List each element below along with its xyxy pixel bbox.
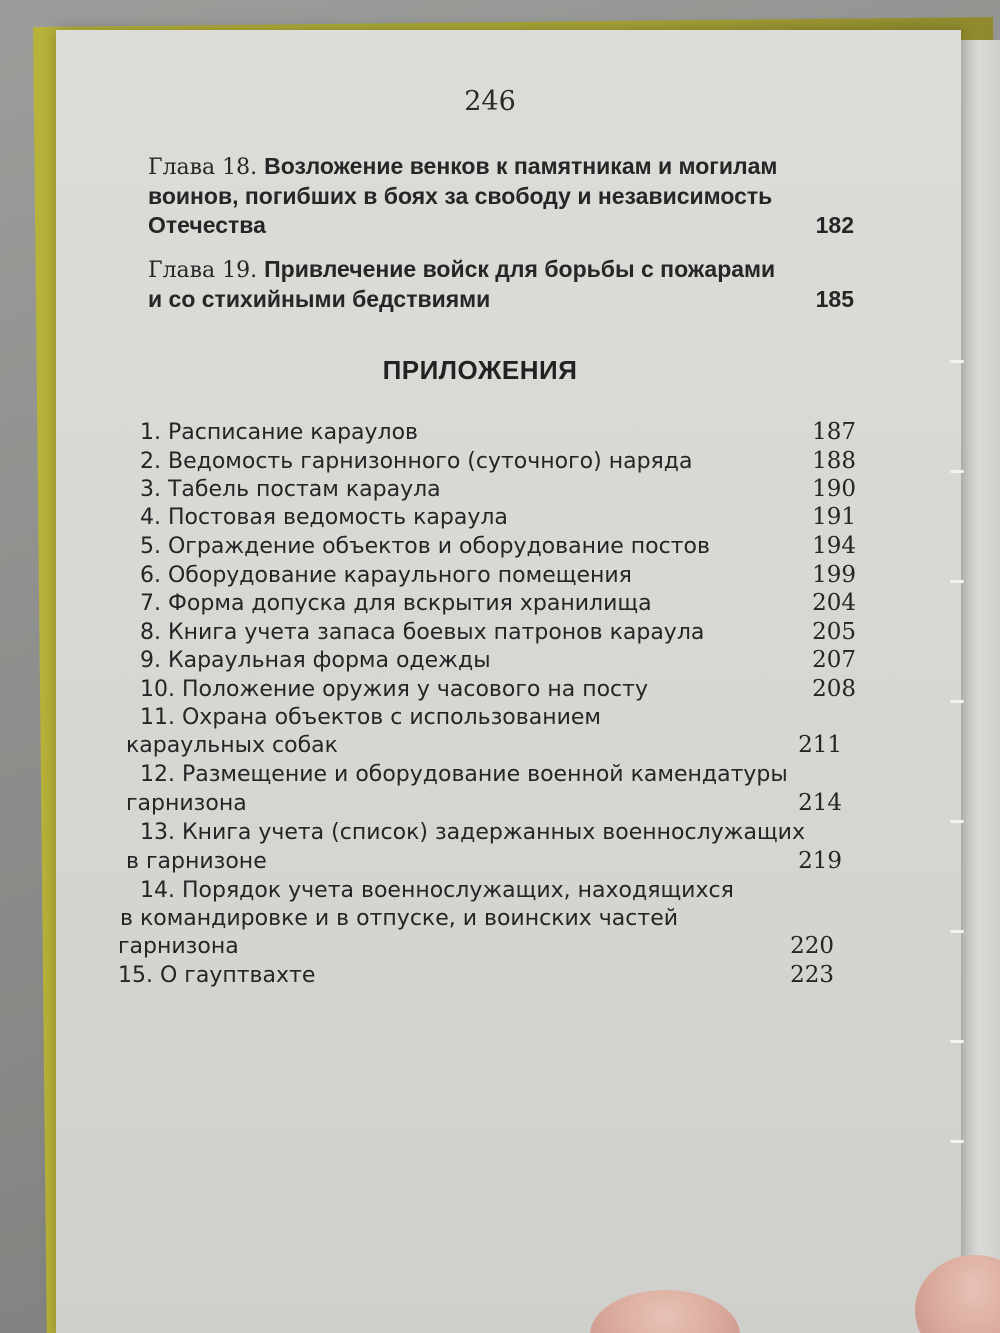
toc-chapter-19 [148, 255, 858, 314]
chapter-page-number: 185 [815, 286, 854, 312]
appendix-text: караульных собак [126, 733, 338, 758]
appendix-page: 223 [790, 962, 834, 988]
appendix-page: 208 [812, 676, 856, 702]
appendix-page: 219 [798, 848, 842, 874]
appendix-item [140, 563, 856, 588]
appendix-item [140, 477, 856, 502]
binding-stitch [950, 580, 964, 583]
appendix-page: 214 [798, 790, 842, 816]
binding-stitch [950, 820, 964, 823]
appendix-text: 11. Охрана объектов с использованием [140, 705, 602, 730]
appendix-item [140, 591, 856, 616]
appendix-text: 7. Форма допуска для вскрытия хранилища [140, 591, 652, 616]
appendix-page: 194 [812, 533, 856, 559]
appendix-item [140, 648, 856, 673]
binding-stitch [950, 470, 964, 473]
appendix-page: 204 [812, 590, 856, 616]
binding-stitch [950, 1040, 964, 1043]
appendix-text: в командировке и в отпуске, и воинских частей [120, 906, 679, 931]
appendix-page: 220 [790, 933, 834, 959]
chapter-title-line: Отечества [148, 212, 266, 238]
appendix-text: 10. Положение оружия у часового на посту [140, 677, 648, 702]
appendix-text: 1. Расписание караулов [140, 420, 419, 445]
appendix-page: 207 [812, 647, 856, 673]
section-title: ПРИЛОЖЕНИЯ [382, 355, 578, 385]
appendix-item [140, 620, 856, 645]
appendix-text: 3. Табель постам караула [140, 477, 441, 502]
appendix-page: 211 [798, 732, 842, 758]
appendix-text: 14. Порядок учета военнослужащих, находящихся [140, 878, 734, 903]
appendix-item [140, 820, 856, 845]
appendix-text: 13. Книга учета (список) задержанных военнослужащих [140, 820, 805, 845]
appendix-text: в гарнизоне [126, 849, 267, 874]
appendix-item [140, 534, 856, 559]
page-number: 246 [464, 86, 516, 117]
appendix-text: 5. Ограждение объектов и оборудование постов [140, 534, 710, 559]
appendix-text: 9. Караульная форма одежды [140, 648, 491, 673]
appendix-item [120, 906, 836, 931]
binding-stitch [950, 700, 964, 703]
chapter-prefix: Глава 18. [148, 155, 258, 180]
appendix-item [118, 934, 834, 959]
appendix-text: 12. Размещение и оборудование военной камендатуры [140, 762, 788, 787]
appendix-page: 188 [812, 448, 856, 474]
appendix-item [118, 963, 834, 988]
appendix-text: гарнизона [118, 934, 239, 959]
appendix-item [140, 762, 856, 787]
appendix-page: 199 [812, 562, 856, 588]
appendix-item [140, 505, 856, 530]
appendix-item [126, 849, 842, 874]
appendix-page: 190 [812, 476, 856, 502]
chapter-page-number: 182 [815, 212, 854, 238]
appendix-item [140, 677, 856, 702]
appendix-page: 191 [812, 504, 856, 530]
toc-chapter-18 [148, 152, 858, 240]
appendix-text: 2. Ведомость гарнизонного (суточного) наряда [140, 449, 693, 474]
chapter-title-line: Возложение венков к памятникам и могилам [264, 153, 778, 179]
binding-stitch [950, 1140, 964, 1143]
appendix-text: 4. Постовая ведомость караула [140, 505, 508, 530]
appendix-item [140, 449, 856, 474]
appendix-item [126, 791, 842, 816]
binding-stitch [950, 930, 964, 933]
appendix-item [140, 420, 856, 445]
appendix-text: 6. Оборудование караульного помещения [140, 563, 632, 588]
chapter-title-line: и со стихийными бедствиями [148, 286, 491, 312]
chapter-title-line: воинов, погибших в боях за свободу и независимость [148, 183, 773, 209]
chapter-title-line: Привлечение войск для борьбы с пожарами [264, 256, 776, 282]
appendix-page: 205 [812, 619, 856, 645]
appendix-text: 8. Книга учета запаса боевых патронов караула [140, 620, 705, 645]
chapter-prefix: Глава 19. [148, 258, 258, 283]
appendix-item [140, 705, 856, 730]
appendix-item [140, 878, 856, 903]
appendix-page: 187 [812, 419, 856, 445]
appendix-text: гарнизона [126, 791, 247, 816]
appendix-item [126, 733, 842, 758]
appendix-text: 15. О гауптвахте [118, 963, 316, 988]
